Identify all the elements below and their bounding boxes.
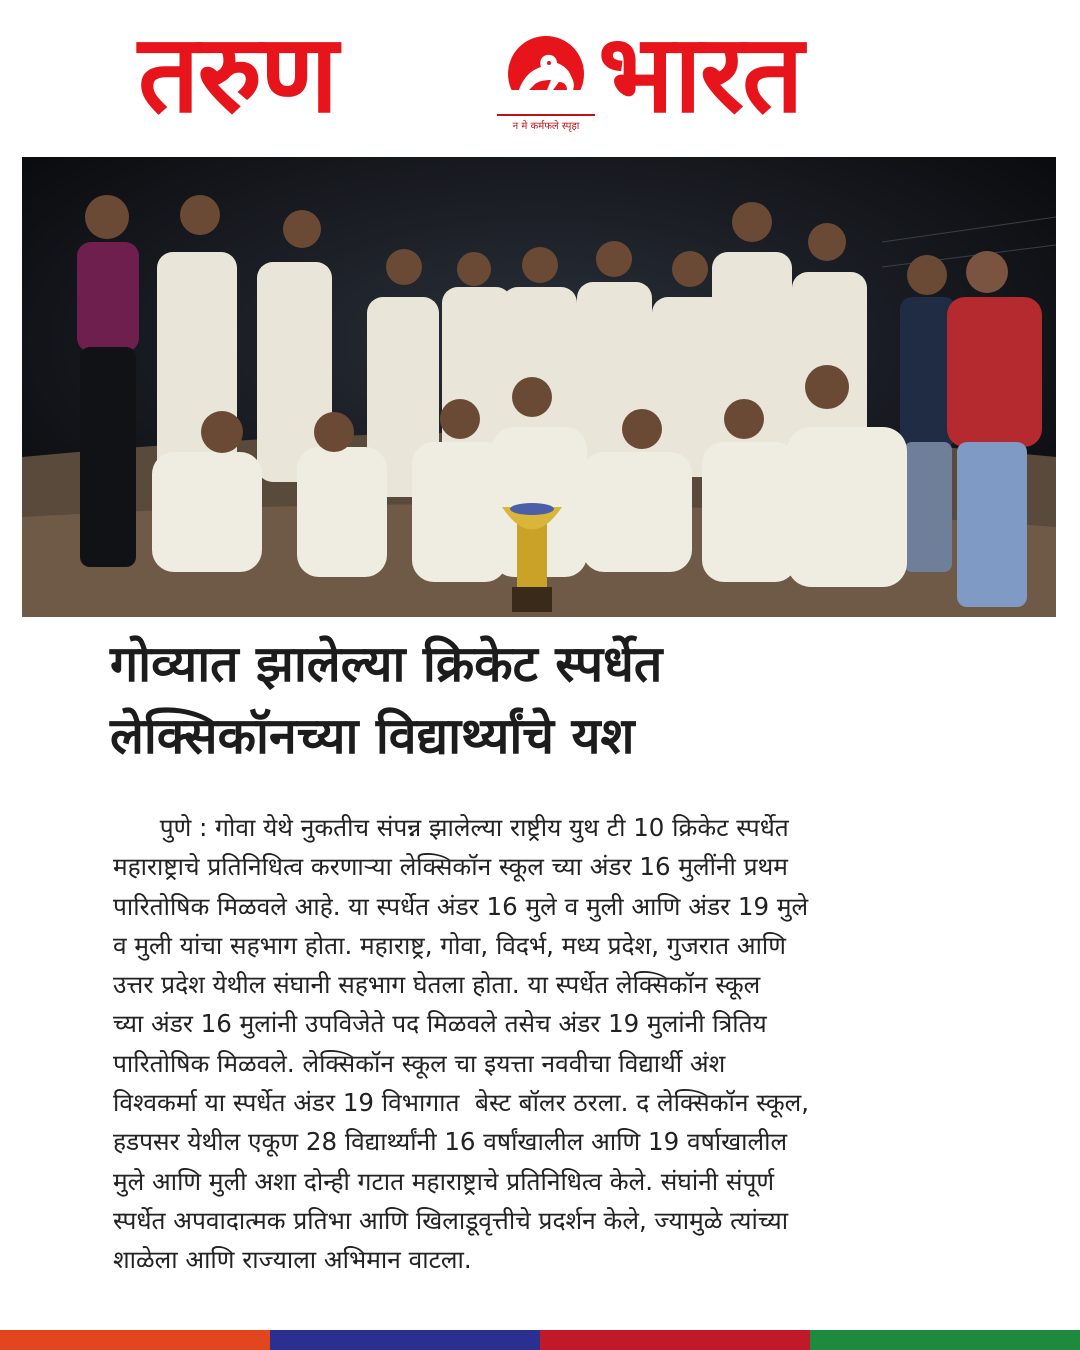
body-line: विश्वकर्मा या स्पर्धेत अंडर 19 विभागात बेस्ट बॉलर ठरला. द लेक्सिकॉन स्कूल, <box>113 1088 810 1118</box>
body-line: व मुली यांचा सहभाग होता. महाराष्ट्र, गोवा, विदर्भ, मध्य प्रदेश, गुजरात आणि <box>113 930 786 960</box>
standing-coach-left <box>77 195 139 567</box>
emblem-motto: न मे कर्मफले स्पृहा <box>497 114 595 132</box>
masthead-word-bharat: भारत <box>598 12 802 137</box>
lion-emblem-icon <box>497 34 595 140</box>
body-line: हडपसर येथील एकूण 28 विद्यार्थ्यांनी 16 वर्षांखालील आणि 19 वर्षाखालील <box>113 1127 788 1157</box>
body-line: स्पर्धेत अपवादात्मक प्रतिभा आणि खिलाडूवृत्तीचे प्रदर्शन केले, ज्यामुळे त्यांच्या <box>113 1205 789 1235</box>
footer-segment-green <box>810 1330 1080 1350</box>
team-photo <box>22 157 1056 617</box>
body-line: मुले आणि मुली अशा दोन्ही गटात महाराष्ट्राचे प्रतिनिधित्व केले. संघांनी संपूर्ण <box>113 1166 775 1196</box>
body-line: महाराष्ट्राचे प्रतिनिधित्व करणाऱ्या लेक्सिकॉन स्कूल च्या अंडर 16 मुलींनी प्रथम <box>113 852 788 882</box>
body-line: उत्तर प्रदेश येथील संघानी सहभाग घेतला होता. या स्पर्धेत लेक्सिकॉन स्कूल <box>113 970 761 1000</box>
body-line: च्या अंडर 16 मुलांनी उपविजेते पद मिळवले तसेच अंडर 19 मुलांनी त्रितिय <box>113 1009 767 1039</box>
footer-segment-orange <box>0 1330 270 1350</box>
footer-color-bar <box>0 1330 1080 1350</box>
body-line: पारितोषिक मिळवले. लेक्सिकॉन स्कूल चा इयत्ता नववीचा विद्यार्थी अंश <box>113 1048 726 1078</box>
body-line: पारितोषिक मिळवले आहे. या स्पर्धेत अंडर 16 मुले व मुली आणि अंडर 19 मुले <box>113 891 809 921</box>
body-line: पुणे : गोवा येथे नुकतीच संपन्न झालेल्या राष्ट्रीय युथ टी 10 क्रिकेट स्पर्धेत <box>113 813 789 842</box>
body-line: शाळेला आणि राज्याला अभिमान वाटला. <box>113 1245 472 1275</box>
footer-segment-blue <box>270 1330 540 1350</box>
headline-line: गोव्यात झालेल्या क्रिकेट स्पर्धेत <box>110 635 663 693</box>
headline-line: लेक्सिकॉनच्या विद्यार्थ्यांचे यश <box>110 707 635 765</box>
newspaper-masthead <box>0 0 1080 150</box>
article-headline <box>110 628 1010 772</box>
footer-segment-red <box>540 1330 810 1350</box>
team-photo-illustration <box>22 157 1056 617</box>
masthead-word-tarun: तरुण <box>138 12 337 137</box>
article-body <box>113 808 973 1280</box>
